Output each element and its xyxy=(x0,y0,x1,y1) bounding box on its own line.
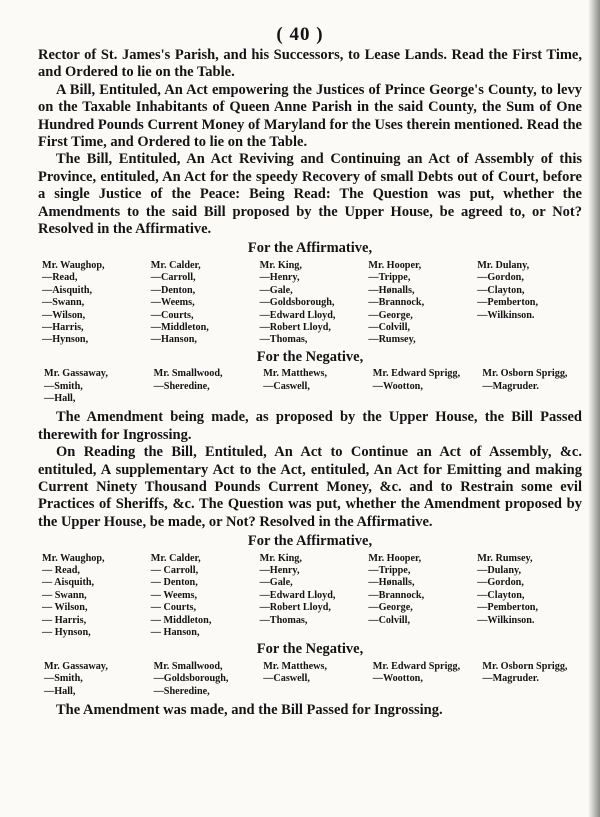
member-name: Mr. Matthews, xyxy=(263,660,328,672)
vote-column xyxy=(44,661,154,698)
paragraph-3: The Bill, Entituled, An Act Reviving and Continuing an Act of Assembly of this Province, entituled, An Act for the speedy Recovery of small Debts out of Court, before a single Justice of the Peace: Being Read: The Question was put, whether the Amendments to the said Bill proposed by the Upper House, be agreed to, or Not? Resolved in the Affirmative. xyxy=(38,151,582,238)
member-name: —Clayton, xyxy=(477,284,525,296)
member-name: —Colvill, xyxy=(368,614,410,626)
member-name: —Wilkinson. xyxy=(477,309,535,321)
member-name: —Brannock, xyxy=(368,297,425,309)
member-name: —Gale, xyxy=(259,577,293,589)
member-name: Mr. Hooper, xyxy=(368,259,422,271)
member-name: Mr. Hooper, xyxy=(368,552,422,564)
member-name: —Denton, xyxy=(150,284,196,296)
member-name: —Sheredine, xyxy=(153,685,210,697)
document-body xyxy=(38,47,582,719)
member-name: —Sheredine, xyxy=(153,380,210,392)
member-name: Mr. Edward Sprigg, xyxy=(372,660,461,672)
member-name: Mr. Dulany, xyxy=(477,259,530,271)
member-name: —Goldsborough, xyxy=(153,673,229,685)
vote2-negative-heading: For the Negative, xyxy=(256,641,364,658)
member-name: — Hanson, xyxy=(150,627,200,639)
member-name: Mr. Smallwood, xyxy=(153,368,223,380)
page-number: ( 40 ) xyxy=(276,24,324,45)
vote-column xyxy=(368,260,477,347)
page-edge-shadow xyxy=(588,0,600,817)
member-name: —Wootton, xyxy=(372,380,423,392)
member-name: Mr. Gassaway, xyxy=(44,660,108,672)
member-name: —Middleton, xyxy=(150,321,209,333)
member-name: —Hønalls, xyxy=(368,284,415,296)
member-name: Mr. Waughop, xyxy=(42,552,105,564)
member-name: —George, xyxy=(368,602,413,614)
vote-column xyxy=(477,260,586,347)
vote-column xyxy=(151,260,260,347)
member-name: —Brannock, xyxy=(368,589,425,601)
vote-column xyxy=(373,661,483,698)
member-name: —Carroll, xyxy=(150,272,196,284)
vote-column xyxy=(477,553,586,640)
vote-column xyxy=(482,368,592,405)
member-name: Mr. King, xyxy=(259,259,302,271)
paragraph-1: Rector of St. James's Parish, and his Successors, to Lease Lands. Read the First Time, and Ordered to lie on the Table. xyxy=(38,47,582,81)
vote2-affirmative-list xyxy=(42,553,586,640)
member-name: —Weems, xyxy=(150,297,195,309)
vote1-affirmative-list xyxy=(42,260,586,347)
member-name: —Wilkinson. xyxy=(477,614,535,626)
member-name: —Courts, xyxy=(150,309,194,321)
vote-column xyxy=(154,368,264,405)
vote-column xyxy=(151,553,260,640)
member-name: —Hønalls, xyxy=(368,577,415,589)
member-name: — Wilson, xyxy=(42,602,88,614)
paragraph-5: On Reading the Bill, Entituled, An Act to Continue an Act of Assembly, &c. entituled, A supplementary Act to the Act, entituled, An Act for Emitting and making Current Ninety Thousand Pounds Current Money, &c. and to Restrain some evil Practices of Sheriffs, &c. The Question was put, whether the Amendment proposed by the Upper House, be made, or Not? Resolved in the Affirmative. xyxy=(38,444,582,530)
vote-column xyxy=(260,260,369,347)
member-name: —Wootton, xyxy=(372,673,423,685)
member-name: —Caswell, xyxy=(263,673,310,685)
member-name: —Pemberton, xyxy=(477,602,539,614)
member-name: Mr. Osborn Sprigg, xyxy=(482,660,568,672)
member-name: Mr. Smallwood, xyxy=(153,660,223,672)
member-name: — Weems, xyxy=(150,589,198,601)
vote2-negative-list xyxy=(44,661,592,698)
vote1-affirmative-heading: For the Affirmative, xyxy=(247,240,373,257)
member-name: —Clayton, xyxy=(477,589,525,601)
member-name: —Dulany, xyxy=(477,565,522,576)
vote1-negative-heading: For the Negative, xyxy=(256,348,364,365)
member-name: —Gale, xyxy=(259,284,293,296)
member-name: —Gordon, xyxy=(477,272,524,284)
member-name: —Trippe, xyxy=(368,565,411,576)
member-name: — Harris, xyxy=(42,614,87,626)
vote-column xyxy=(373,368,483,405)
member-name: — Aisquith, xyxy=(42,577,95,589)
member-name: — Read, xyxy=(42,565,80,576)
member-name: —Caswell, xyxy=(263,380,310,392)
member-name: —Edward Lloyd, xyxy=(259,309,336,321)
member-name: —Gordon, xyxy=(477,577,524,589)
member-name: —Thomas, xyxy=(259,334,308,346)
member-name: —Magruder. xyxy=(482,673,539,685)
member-name: —Rumsey, xyxy=(368,334,416,346)
paragraph-4: The Amendment being made, as proposed by the Upper House, the Bill Passed therewith for Ingrossing. xyxy=(38,409,582,443)
member-name: —Swann, xyxy=(42,297,85,309)
member-name: Mr. Calder, xyxy=(150,259,201,271)
member-name: —Hall, xyxy=(44,685,76,697)
vote-column xyxy=(263,661,373,698)
member-name: —Wilson, xyxy=(42,309,86,321)
member-name: —Pemberton, xyxy=(477,297,539,309)
member-name: —Magruder. xyxy=(482,380,539,392)
vote-column xyxy=(260,553,369,640)
member-name: —Thomas, xyxy=(259,614,308,626)
member-name: — Carroll, xyxy=(150,565,199,576)
vote-column xyxy=(44,368,154,405)
paragraph-2: A Bill, Entituled, An Act empowering the Justices of Prince George's County, to levy on the Taxable Inhabitants of Queen Anne Parish in the said County, the Sum of One Hundred Pounds Current Money of Maryland for the Uses therein mentioned. Read the First Time, and Ordered to lie on the Table. xyxy=(38,81,582,151)
member-name: Mr. Edward Sprigg, xyxy=(372,368,461,380)
vote-column xyxy=(42,260,151,347)
member-name: —Aisquith, xyxy=(42,284,93,296)
vote-column xyxy=(368,553,477,640)
member-name: —Read, xyxy=(42,272,78,284)
vote-column xyxy=(154,661,264,698)
member-name: —Smith, xyxy=(44,380,83,392)
member-name: Mr. Gassaway, xyxy=(44,368,108,380)
member-name: — Swann, xyxy=(42,589,87,601)
member-name: — Hynson, xyxy=(42,627,91,639)
member-name: —George, xyxy=(368,309,413,321)
member-name: —Robert Lloyd, xyxy=(259,602,331,614)
vote1-negative-list xyxy=(44,368,592,405)
member-name: —Hynson, xyxy=(42,334,89,346)
member-name: —Harris, xyxy=(42,321,84,333)
member-name: —Robert Lloyd, xyxy=(259,321,331,333)
member-name: Mr. King, xyxy=(259,552,302,564)
member-name: — Denton, xyxy=(150,577,198,589)
vote-column xyxy=(263,368,373,405)
member-name: —Colvill, xyxy=(368,321,410,333)
vote-column xyxy=(42,553,151,640)
vote2-affirmative-heading: For the Affirmative, xyxy=(247,533,373,550)
member-name: —Hall, xyxy=(44,392,76,404)
member-name: —Goldsborough, xyxy=(259,297,335,309)
member-name: Mr. Rumsey, xyxy=(477,552,533,564)
member-name: Mr. Osborn Sprigg, xyxy=(482,368,568,380)
member-name: —Henry, xyxy=(259,272,300,284)
member-name: Mr. Calder, xyxy=(150,552,201,564)
member-name: — Courts, xyxy=(150,602,197,614)
member-name: Mr. Matthews, xyxy=(263,368,328,380)
member-name: —Trippe, xyxy=(368,272,411,284)
member-name: —Hanson, xyxy=(150,334,197,346)
member-name: Mr. Waughop, xyxy=(42,259,105,271)
member-name: —Henry, xyxy=(259,565,300,576)
vote-column xyxy=(482,661,592,698)
member-name: —Smith, xyxy=(44,673,83,685)
paragraph-6: The Amendment was made, and the Bill Passed for Ingrossing. xyxy=(56,702,443,719)
member-name: —Edward Lloyd, xyxy=(259,589,336,601)
member-name: — Middleton, xyxy=(150,614,212,626)
